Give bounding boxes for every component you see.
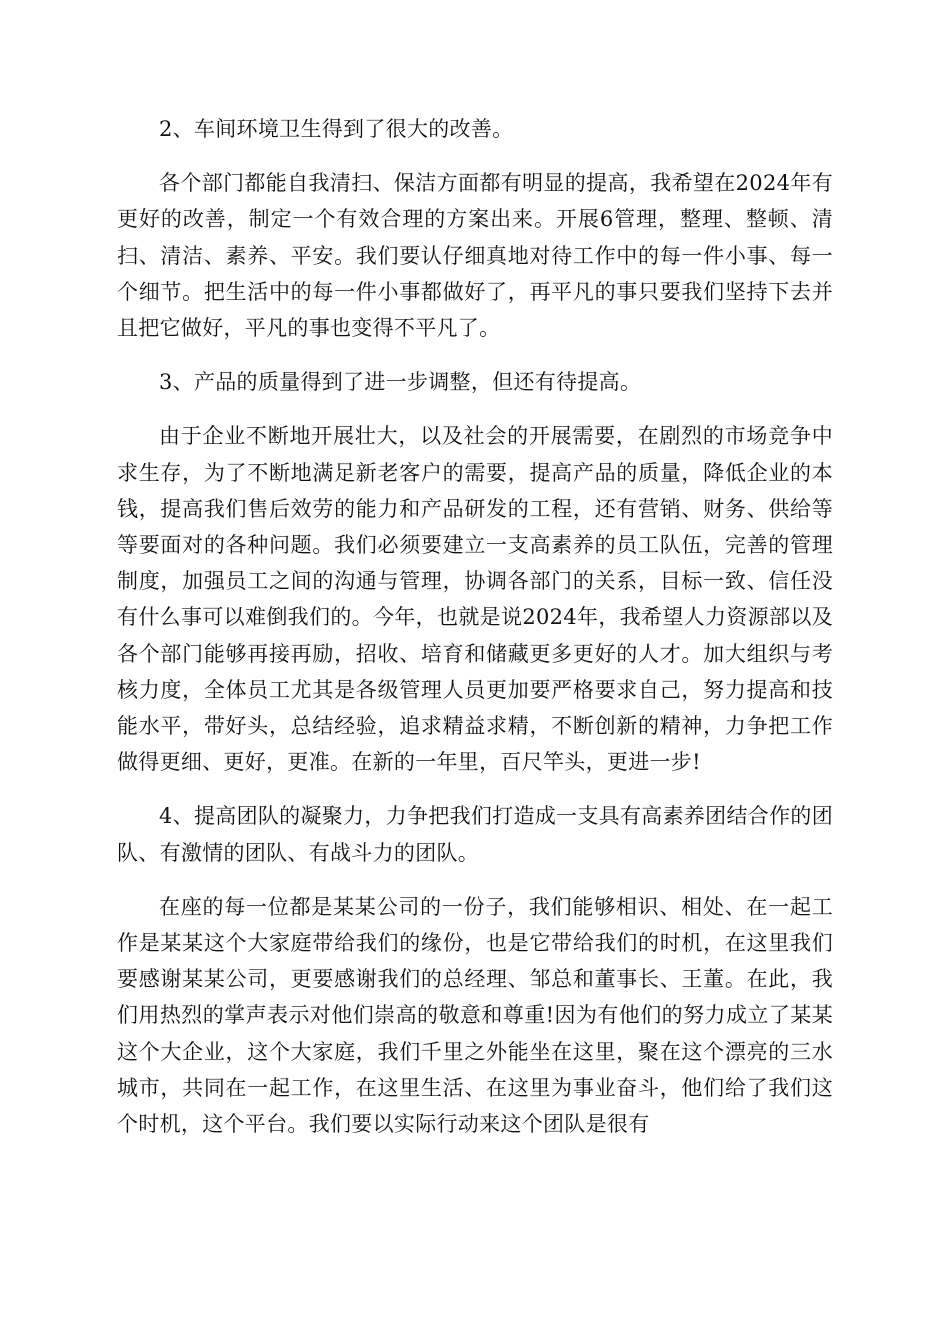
document-body [117, 111, 833, 1160]
paragraph-hygiene-detail: 各个部门都能自我清扫、保洁方面都有明显的提高，我希望在2024年有更好的改善，制定一个有效合理的方案出来。开展6管理，整理、整顿、清扫、清洁、素养、平安。我们要认仔细真地对待工作中的每一件小事、每一个细节。把生活中的每一件小事都做好了，再平凡的事只要我们坚持下去并且把它做好，平凡的事也变得不平凡了。 [117, 171, 833, 341]
paragraph-team-detail: 在座的每一位都是某某公司的一份子，我们能够相识、相处、在一起工作是某某这个大家庭带给我们的缘份，也是它带给我们的时机，在这里我们要感谢某某公司，更要感谢我们的总经理、邹总和董事长、王董。在此，我们用热烈的掌声表示对他们崇高的敬意和尊重!因为有他们的努力成立了某某这个大企业，这个大家庭，我们千里之外能坐在这里，聚在这个漂亮的三水城市，共同在一起工作，在这里生活、在这里为事业奋斗，他们给了我们这个时机，这个平台。我们要以实际行动来这个团队是很有 [117, 894, 833, 1137]
paragraph-heading-4: 4、提高团队的凝聚力，力争把我们打造成一支具有高素养团结合作的团队、有激情的团队、有战斗力的团队。 [117, 804, 833, 865]
paragraph-heading-2: 2、车间环境卫生得到了很大的改善。 [159, 117, 514, 141]
paragraph-quality-detail: 由于企业不断地开展壮大，以及社会的开展需要，在剧烈的市场竞争中求生存，为了不断地满足新老客户的需要，提高产品的质量，降低企业的本钱，提高我们售后效劳的能力和产品研发的工程，还有营销、财务、供给等等要面对的各种问题。我们必须要建立一支高素养的员工队伍，完善的管理制度，加强员工之间的沟通与管理，协调各部门的关系，目标一致、信任没有什么事可以难倒我们的。今年，也就是说2024年，我希望人力资源部以及各个部门能够再接再励，招收、培育和储藏更多更好的人才。加大组织与考核力度，全体员工尤其是各级管理人员更加要严格要求自己，努力提高和技能水平，带好头，总结经验，追求精益求精，不断创新的精神，力争把工作做得更细、更好，更准。在新的一年里，百尺竿头，更进一步! [117, 424, 833, 775]
paragraph-heading-3: 3、产品的质量得到了进一步调整，但还有待提高。 [159, 370, 642, 395]
